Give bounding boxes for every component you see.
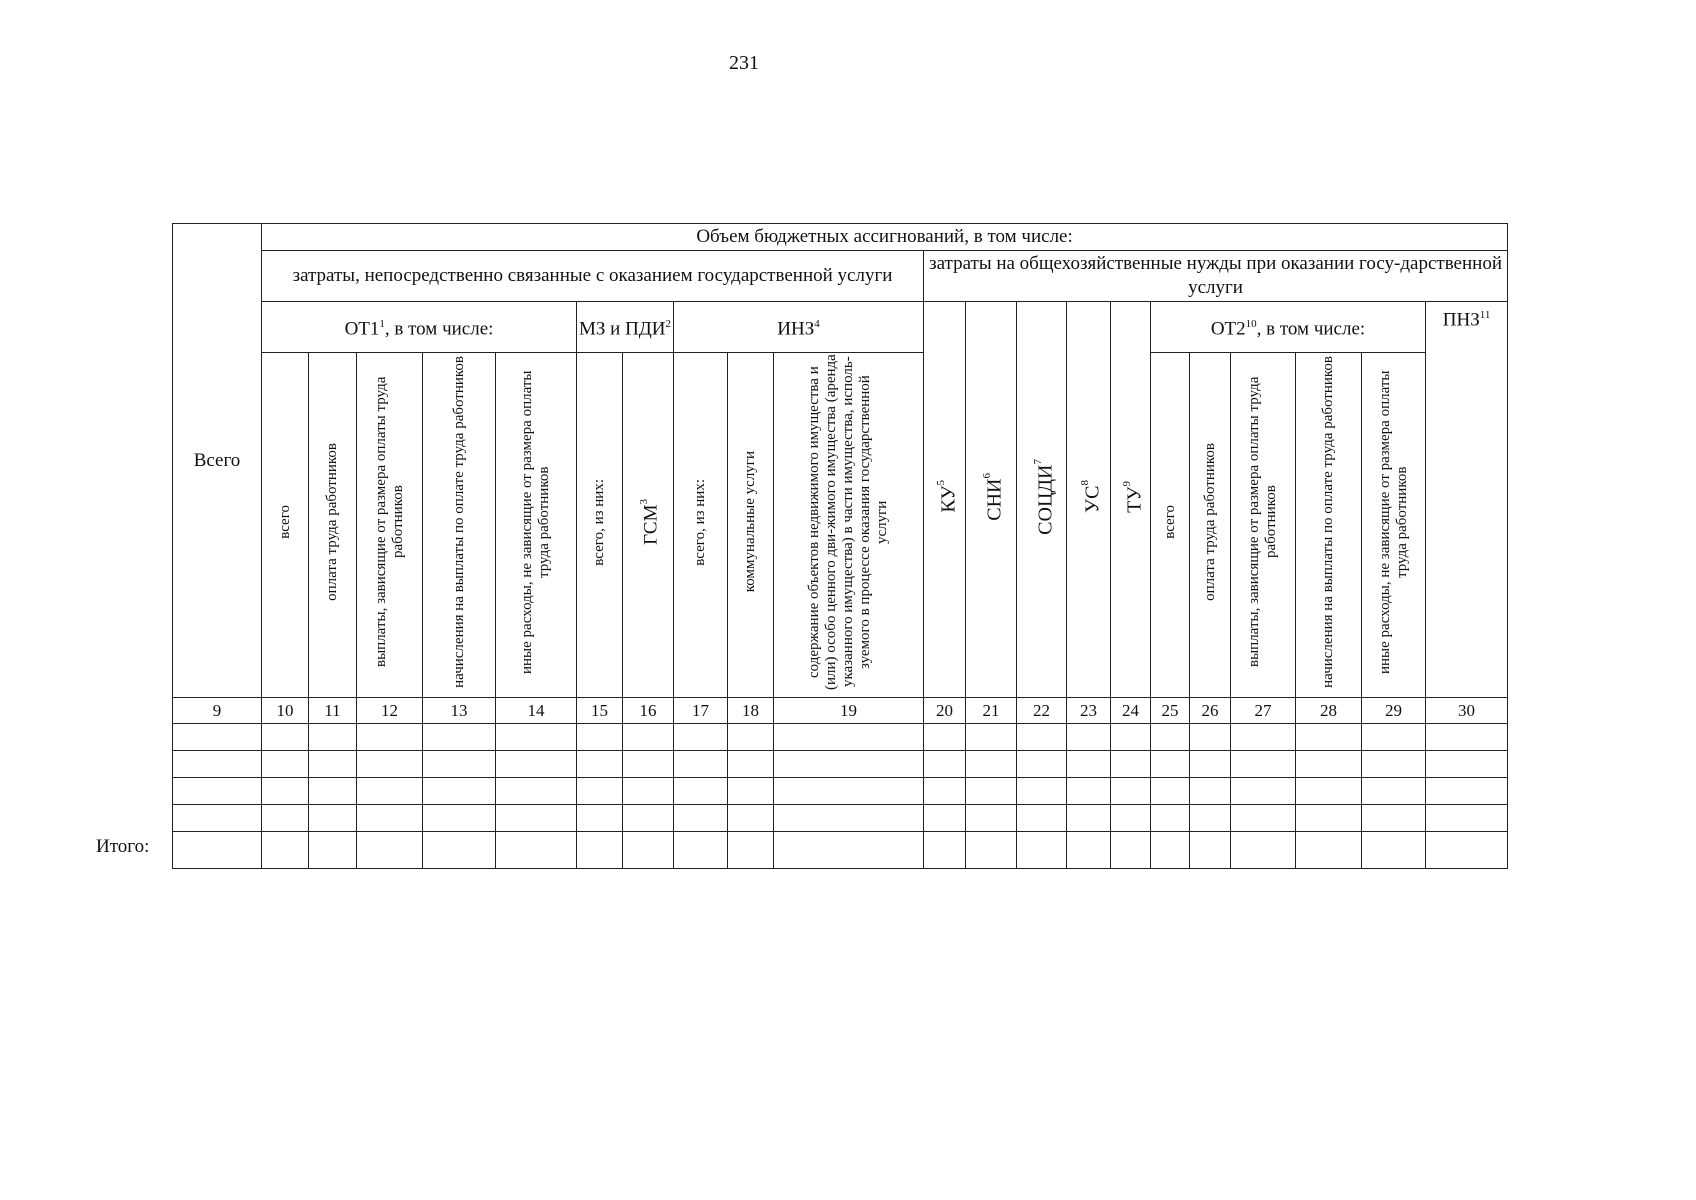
table-row — [173, 805, 1508, 832]
col-ot2-nachisleniya: начисления на выплаты по оплате труда работников — [1296, 353, 1362, 698]
col-ot1-nachisleniya: начисления на выплаты по оплате труда работников — [423, 353, 496, 698]
header-sni: СНИ$^6$ — [966, 302, 1017, 698]
header-us: $УС^8$ — [1067, 302, 1111, 698]
col-ot2-inye: иные расходы, не зависящие от размера оплаты труда работников — [1362, 353, 1426, 698]
col-ot1-oplata: оплата труда работников — [309, 353, 357, 698]
budget-allocation-table — [172, 223, 1508, 869]
table-row — [173, 751, 1508, 778]
table-row — [173, 778, 1508, 805]
column-number: 28 — [1296, 698, 1362, 724]
header-socdi: СОЦДИ$^7$ — [1017, 302, 1067, 698]
header-ot1: $ОТ1^1$, в том числе: — [262, 302, 577, 353]
col-mz-vsego: всего, из них: — [577, 353, 623, 698]
header-tu: $ТУ^9$ — [1111, 302, 1151, 698]
column-number-row — [173, 698, 1508, 724]
column-number: 23 — [1067, 698, 1111, 724]
column-number: 30 — [1426, 698, 1508, 724]
column-number: 18 — [728, 698, 774, 724]
column-number: 11 — [309, 698, 357, 724]
page-number: 231 — [729, 52, 759, 74]
column-number: 22 — [1017, 698, 1067, 724]
header-pnz: ПНЗ$^{11}$ — [1426, 302, 1508, 698]
column-number: 14 — [496, 698, 577, 724]
col-ot1-inye: иные расходы, не зависящие от размера оплаты труда работников — [496, 353, 577, 698]
column-number: 27 — [1231, 698, 1296, 724]
column-number: 9 — [173, 698, 262, 724]
col-inz-soderzhanie: содержание объектов недвижимого имущества и (или) особо ценного дви-жимого имущества (аренда указанного имущества) в части имущества, исполь-зуемого в процессе оказания государственной услуги — [774, 353, 924, 698]
header-ku: $КУ^5$ — [924, 302, 966, 698]
column-number: 29 — [1362, 698, 1426, 724]
column-number: 19 — [774, 698, 924, 724]
col-ot1-vsego: всего — [262, 353, 309, 698]
header-budget-allocations: Объем бюджетных ассигнований, в том числе: — [262, 224, 1508, 251]
col-ot2-vsego: всего — [1151, 353, 1190, 698]
column-number: 26 — [1190, 698, 1231, 724]
table-row — [173, 724, 1508, 751]
col-inz-kommunalnye: коммунальные услуги — [728, 353, 774, 698]
column-number: 15 — [577, 698, 623, 724]
column-number: 20 — [924, 698, 966, 724]
total-row — [173, 832, 1508, 869]
column-number: 24 — [1111, 698, 1151, 724]
col-ot2-vyplaty: выплаты, зависящие от размера оплаты труда работников — [1231, 353, 1296, 698]
column-number: 13 — [423, 698, 496, 724]
column-number: 25 — [1151, 698, 1190, 724]
col-gsm: ГСМ$^3$ — [623, 353, 674, 698]
column-number: 16 — [623, 698, 674, 724]
header-ot2: $ОТ2^{10}$, в том числе: — [1151, 302, 1426, 353]
header-direct-costs: затраты, непосредственно связанные с оказанием государственной услуги — [262, 251, 924, 302]
column-number: 17 — [674, 698, 728, 724]
header-vsego: Всего — [173, 224, 262, 698]
col-ot1-vyplaty: выплаты, зависящие от размера оплаты труда работников — [357, 353, 423, 698]
col-ot2-oplata: оплата труда работников — [1190, 353, 1231, 698]
col-inz-vsego: всего, из них: — [674, 353, 728, 698]
total-label: Итого: — [96, 836, 150, 857]
header-inz: ИНЗ$^4$ — [674, 302, 924, 353]
header-mz-pdi: МЗ и ПДИ$^2$ — [577, 302, 674, 353]
column-number: 21 — [966, 698, 1017, 724]
header-general-costs: затраты на общехозяйственные нужды при оказании госу-дарственной услуги — [924, 251, 1508, 302]
column-number: 12 — [357, 698, 423, 724]
column-number: 10 — [262, 698, 309, 724]
